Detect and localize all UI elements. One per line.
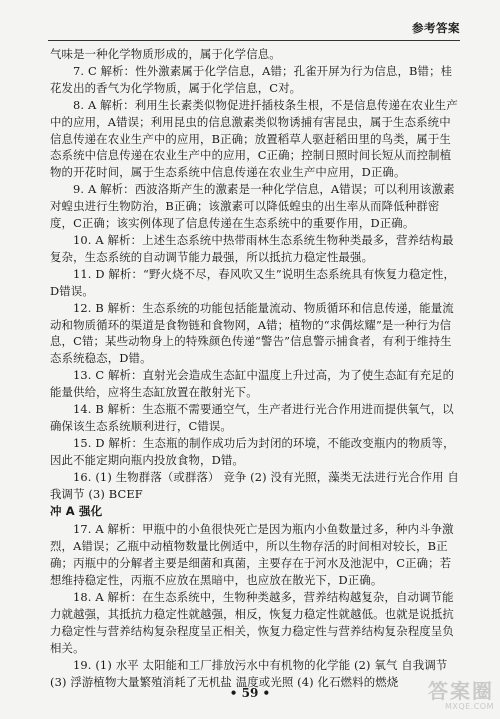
paragraph-16: 16. (1) 生物群落（或群落） 竞争 (2) 没有光照，藻类无法进行光合作用 自我调节 (3) BCEF (50, 469, 459, 501)
paragraph-18: 18. A 解析：在生态系统中，生物种类越多，营养结构越复杂，自动调节能力就越强，其抵抗力稳定性就越强，相反，恢复力稳定性就越低。也就是说抵抗力稳定性与营养结构复杂程度呈正相关，恢复力稳定性与营养结构复杂程度呈负相关。 (50, 590, 454, 655)
answer-content (50, 46, 460, 690)
paragraph-8: 8. A 解析：利用生长素类似物促进扦插枝条生根，不是信息传递在农业生产中的应用，A错误；利用昆虫的信息激素类似物诱捕有害昆虫，属于生态系统中信息传递在农业生产中的应用，B正确；放置稻草人驱赶稻田里的鸟类，属于生态系统中信息传递在农业生产中的应用，C正确；控制日照时间长短从而控制植物的开花时间，属于生态系统中信息传递在农业生产中应用，D正确。 (50, 97, 458, 180)
paragraph-0: 气味是一种化学物质形成的，属于化学信息。 (50, 47, 281, 61)
paragraph-10: 10. A 解析：上述生态系统中热带雨林生态系统生物种类最多，营养结构最复杂，生态系统的自动调节能力最强，所以抵抗力稳定性最强。 (50, 232, 454, 264)
page-number: • 59 • (229, 686, 271, 700)
section-title: 冲 A 强化 (50, 504, 103, 519)
paragraph-12: 12. B 解析：生态系统的功能包括能量流动、物质循环和信息传递，能量流动和物质循环的渠道是食物链和食物网，A错；植物的“求偶炫耀”是一种行为信息，C错；某些动物身上的特殊颜色传递“警告”信息警示捕食者，有利于维持生态系统稳态，D错。 (50, 300, 454, 366)
paragraph-15: 15. D 解析：生态瓶的制作成功后为封闭的环境，不能改变瓶内的物质等，因此不能定期向瓶内投放食物，D错。 (50, 435, 455, 467)
paragraph-14: 14. B 解析：生态瓶不需要通空气，生产者进行光合作用进而提供氧气，以确保该生态系统顺利进行，C错误。 (50, 402, 454, 433)
header-title: 参考答案 (412, 21, 460, 35)
paragraph-9: 9. A 解析：西波洛斯产生的激素是一种化学信息，A错误；可以利用该激素对蝗虫进行生物防治，B正确；该激素可以降低蝗虫的出生率从而降低种群密度，C正确；该实例体现了信息传递在生态系统中的重要作用，D正确。 (50, 182, 455, 231)
watermark-main-text: 答案圈 (428, 679, 494, 703)
paragraph-11: 11. D 解析：“野火烧不尽，春风吹又生”说明生态系统具有恢复力稳定性，D错误。 (50, 266, 456, 298)
page-header (48, 10, 460, 41)
watermark-logo (408, 680, 494, 714)
watermark-sub-text: MXQE.COM (444, 702, 494, 711)
paragraph-7: 7. C 解析：性外激素属于化学信息，A错；孔雀开屏为行为信息，B错；桂花发出的香气为化学物质，属于化学信息，C对。 (50, 63, 453, 95)
paragraph-17: 17. A 解析：甲瓶中的小鱼很快死亡是因为瓶内小鱼数量过多，种内斗争激烈，A错误；乙瓶中动植物数量比例适中，所以生物存活的时间相对较长，B正确；丙瓶中的分解者主要是细菌和真菌，主要存在于河水及池泥中，C正确；若想维持稳定性，丙瓶不应放在黑暗中，也应放在散光下，D正确。 (50, 522, 454, 588)
paragraph-19: 19. (1) 水平 太阳能和工厂排放污水中有机物的化学能 (2) 氧气 自我调节 (3) 浮游植物大量繁殖消耗了无机盐 温度或光照 (4) 化石燃料的燃烧 (50, 657, 448, 689)
paragraph-13: 13. C 解析：直射光会造成生态缸中温度上升过高，为了使生态缸有充足的能量供给，应将生态缸放置在散射光下。 (50, 368, 455, 400)
